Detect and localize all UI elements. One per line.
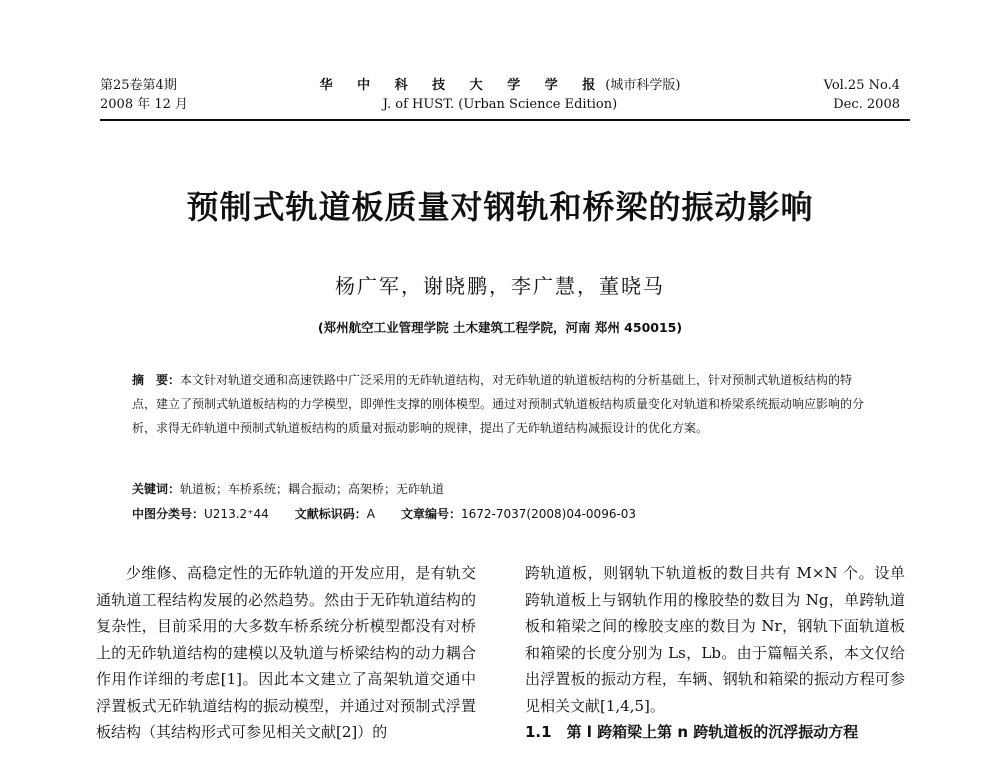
header-center bbox=[310, 76, 690, 114]
abstract-label: 摘 要： bbox=[132, 373, 181, 387]
date-en: Dec. 2008 bbox=[833, 97, 900, 112]
volume-issue-cn: 第25卷第4期 bbox=[100, 78, 177, 93]
header-left bbox=[100, 76, 188, 114]
keywords bbox=[132, 480, 872, 497]
body-column-right bbox=[525, 560, 905, 746]
body-paragraph: 跨轨道板，则钢轨下轨道板的数目共有 M×N 个。设单跨轨道板上与钢轨作用的橡胶垫的数目为 Ng，单跨轨道板和箱梁之间的橡胶支座的数目为 Nr，钢轨下面轨道板和箱梁的长度分别为 Ls，Lb。由于篇幅关系，本文仅给出浮置板的振动方程，车辆、钢轨和箱梁的振动方程可参见相关文献[1,4,5]。 bbox=[525, 564, 905, 715]
header-rule bbox=[100, 119, 910, 121]
article-number: 1672-7037(2008)04-0096-03 bbox=[461, 507, 637, 521]
classification-line bbox=[132, 505, 872, 522]
author-affiliation: (郑州航空工业管理学院 土木建筑工程学院，河南 郑州 450015) bbox=[317, 320, 683, 335]
keywords-label: 关键词： bbox=[132, 482, 181, 496]
abstract bbox=[132, 368, 872, 440]
journal-name-en: J. of HUST. (Urban Science Edition) bbox=[382, 97, 618, 112]
body-column-left bbox=[96, 560, 476, 746]
date-cn: 2008 年 12 月 bbox=[100, 97, 189, 112]
paper-authors: 杨广军，谢晓鹏，李广慧，董晓马 bbox=[335, 274, 665, 298]
article-number-label: 文章编号： bbox=[401, 507, 462, 521]
section-heading: 1.1 第 l 跨箱梁上第 n 跨轨道板的沉浮振动方程 bbox=[525, 723, 859, 741]
doc-code: A bbox=[366, 507, 375, 521]
volume-issue-en: Vol.25 No.4 bbox=[823, 78, 900, 93]
journal-title-cn: 华 中 科 技 大 学 学 报 bbox=[319, 78, 606, 93]
header-right bbox=[824, 76, 900, 114]
body-paragraph: 少维修、高稳定性的无砟轨道的开发应用，是有轨交通轨道工程结构发展的必然趋势。然由于无砟轨道结构的复杂性，目前采用的大多数车桥系统分析模型都没有对桥上的无砟轨道结构的建模以及轨道与桥梁结构的动力耦合作用作详细的考虑[1]。因此本文建立了高架轨道交通中浮置板式无砟轨道结构的振动模型，并通过对预制式浮置板结构（其结构形式可参见相关文献[2]）的 bbox=[96, 564, 476, 741]
clc-label: 中图分类号： bbox=[132, 507, 205, 521]
clc-number: U213.2⁺44 bbox=[204, 507, 269, 521]
journal-edition-cn: (城市科学版) bbox=[605, 78, 681, 93]
abstract-text: 本文针对轨道交通和高速铁路中广泛采用的无砟轨道结构，对无砟轨道的轨道板结构的分析基础上，针对预制式轨道板结构的特点，建立了预制式轨道板结构的力学模型，即弹性支撑的刚体模型。通过对预制式轨道板结构质量变化对轨道和桥梁系统振动响应影响的分析，求得无砟轨道中预制式轨道板结构的质量对振动影响的规律，提出了无砟轨道结构减振设计的优化方案。 bbox=[132, 373, 865, 435]
paper-title: 预制式轨道板质量对钢轨和桥梁的振动影响 bbox=[186, 188, 814, 226]
journal-name-cn bbox=[310, 76, 690, 95]
keywords-text: 轨道板；车桥系统；耦合振动；高架桥；无砟轨道 bbox=[180, 482, 445, 496]
doc-code-label: 文献标识码： bbox=[294, 507, 367, 521]
running-header bbox=[100, 76, 900, 120]
